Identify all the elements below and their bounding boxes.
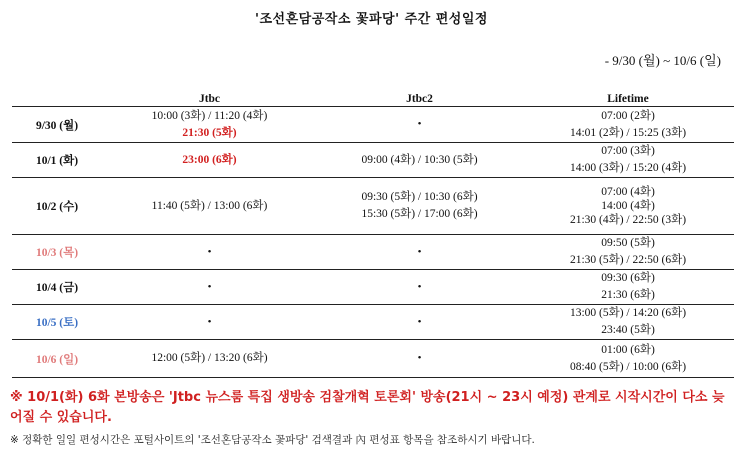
time-slot: 21:30 (6화)	[601, 289, 655, 301]
schedule-row	[12, 143, 734, 178]
jtbc2-cell	[317, 270, 522, 305]
empty-slot-bullet: •	[207, 245, 212, 258]
empty-slot-bullet: •	[417, 280, 422, 293]
day-cell: 10/1 (화)	[12, 143, 102, 178]
broadcast-delay-notice: ※ 10/1(화) 6화 본방송은 'Jtbc 뉴스룸 특집 생방송 검찰개혁 토론회' 방송(21시 ~ 23시 예정) 관계로 시작시간이 다소 늦어질 수 있습니다.	[10, 390, 725, 425]
time-slot: 09:00 (4화) / 10:30 (5화)	[361, 153, 478, 166]
schedule-row	[12, 305, 734, 340]
jtbc-cell	[102, 178, 317, 235]
header-jtbc2: Jtbc2	[317, 92, 522, 107]
jtbc-cell	[102, 143, 317, 178]
lifetime-cell	[522, 107, 734, 143]
date-range: - 9/30 (월) ~ 10/6 (일)	[604, 53, 721, 68]
time-slot: 12:00 (5화) / 13:20 (6화)	[151, 352, 268, 364]
jtbc-cell	[102, 270, 317, 305]
schedule-row	[12, 107, 734, 143]
time-slot: 23:00 (6화)	[182, 153, 237, 166]
jtbc2-cell	[317, 305, 522, 340]
time-slot: 11:40 (5화) / 13:00 (6화)	[151, 199, 268, 212]
day-cell: 10/3 (목)	[12, 235, 102, 270]
empty-slot-bullet: •	[417, 352, 422, 364]
lifetime-cell	[522, 143, 734, 178]
time-slot: 09:30 (6화)	[601, 272, 655, 284]
time-slot: 08:40 (5화) / 10:00 (6화)	[569, 360, 687, 373]
time-slot: 14:01 (2화) / 15:25 (3화)	[569, 126, 687, 139]
schedule-body	[12, 107, 734, 378]
time-slot: 23:40 (5화)	[601, 324, 655, 336]
jtbc-cell	[102, 305, 317, 340]
time-slot: 07:00 (4화)	[601, 186, 655, 198]
time-slot: 13:00 (5화) / 14:20 (6화)	[569, 307, 687, 319]
jtbc-cell	[102, 340, 317, 378]
empty-slot-bullet: •	[417, 118, 422, 130]
jtbc2-cell	[317, 235, 522, 270]
jtbc-cell	[102, 107, 317, 143]
time-slot: 14:00 (3화) / 15:20 (4화)	[569, 162, 687, 174]
time-slot: 21:30 (4화) / 22:50 (3화)	[569, 214, 687, 226]
header-lifetime: Lifetime	[522, 92, 734, 107]
jtbc2-cell	[317, 107, 522, 143]
header-row	[12, 92, 734, 107]
jtbc2-cell	[317, 340, 522, 378]
schedule-row	[12, 178, 734, 235]
page-title: '조선혼담공작소 꽃파당' 주간 편성일정	[255, 12, 488, 27]
time-slot: 07:00 (2화)	[601, 109, 655, 122]
lifetime-cell	[522, 340, 734, 378]
day-cell: 9/30 (월)	[12, 107, 102, 143]
day-cell: 10/2 (수)	[12, 178, 102, 235]
header-jtbc: Jtbc	[102, 92, 317, 107]
empty-slot-bullet: •	[417, 245, 422, 258]
empty-slot-bullet: •	[207, 280, 212, 293]
empty-slot-bullet: •	[417, 315, 422, 328]
footnote: ※ 정확한 일일 편성시간은 포털사이트의 '조선혼담공작소 꽃파당' 검색결과 內 편성표 항목을 참조하시기 바랍니다.	[10, 434, 535, 446]
day-cell: 10/5 (토)	[12, 305, 102, 340]
lifetime-cell	[522, 235, 734, 270]
lifetime-cell	[522, 178, 734, 235]
time-slot: 15:30 (5화) / 17:00 (6화)	[361, 208, 478, 220]
time-slot: 09:30 (5화) / 10:30 (6화)	[361, 191, 478, 203]
lifetime-cell	[522, 305, 734, 340]
schedule-row	[12, 340, 734, 378]
time-slot: 09:50 (5화)	[601, 237, 655, 249]
day-cell: 10/4 (금)	[12, 270, 102, 305]
time-slot: 21:30 (5화)	[182, 126, 237, 139]
time-slot: 01:00 (6화)	[601, 343, 655, 356]
day-cell: 10/6 (일)	[12, 340, 102, 378]
jtbc2-cell	[317, 143, 522, 178]
time-slot: 07:00 (3화)	[601, 145, 655, 157]
schedule-row	[12, 270, 734, 305]
time-slot: 14:00 (4화)	[601, 200, 655, 212]
schedule-table	[12, 92, 734, 378]
schedule-row	[12, 235, 734, 270]
jtbc-cell	[102, 235, 317, 270]
time-slot: 10:00 (3화) / 11:20 (4화)	[151, 109, 268, 122]
empty-slot-bullet: •	[207, 315, 212, 328]
header-day	[12, 92, 102, 107]
jtbc2-cell	[317, 178, 522, 235]
lifetime-cell	[522, 270, 734, 305]
time-slot: 21:30 (5화) / 22:50 (6화)	[569, 254, 687, 266]
